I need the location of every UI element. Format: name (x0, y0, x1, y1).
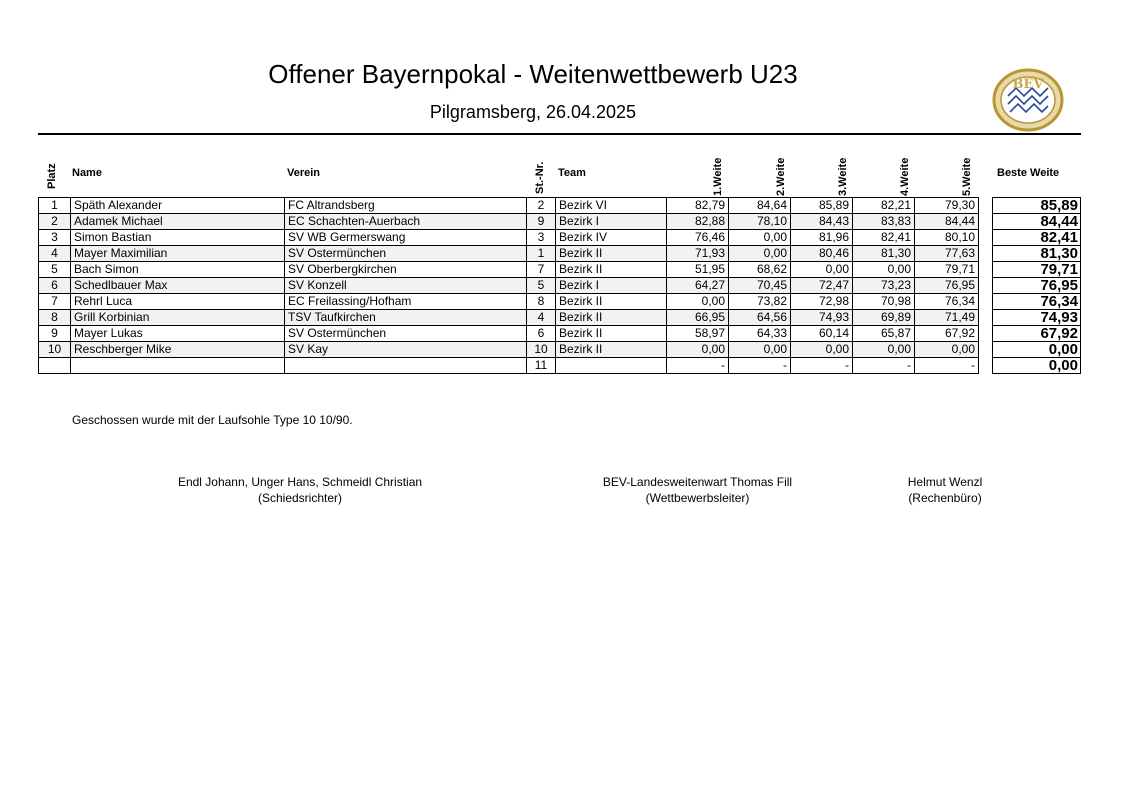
cell-beste-weite: 84,44 (993, 214, 1081, 230)
table-row (39, 294, 979, 310)
cell-weite-5: 71,49 (915, 310, 979, 326)
cell-weite-1: 82,88 (667, 214, 729, 230)
svg-text:BEV: BEV (1012, 77, 1044, 92)
cell-verein: SV Oberbergkirchen (285, 262, 527, 278)
cell-weite-5: 79,30 (915, 198, 979, 214)
cell-weite-1: 58,97 (667, 326, 729, 342)
cell-start-number: 6 (527, 326, 556, 342)
cell-weite-2: 73,82 (729, 294, 791, 310)
signature-name: Endl Johann, Unger Hans, Schmeidl Christian (177, 475, 423, 489)
col-weite-2: 2.Weite (775, 157, 787, 196)
cell-weite-4: 82,21 (853, 198, 915, 214)
cell-start-number: 11 (527, 358, 556, 374)
col-weite-3: 3.Weite (837, 157, 849, 196)
cell-verein (285, 358, 527, 374)
cell-team: Bezirk II (556, 310, 667, 326)
cell-weite-3: 84,43 (791, 214, 853, 230)
cell-verein: TSV Taufkirchen (285, 310, 527, 326)
signature-competition-lead (590, 474, 805, 506)
col-platz: Platz (46, 163, 58, 189)
table-row (39, 198, 979, 214)
cell-weite-4: 70,98 (853, 294, 915, 310)
col-weite-1: 1.Weite (712, 157, 724, 196)
best-row (993, 198, 1081, 214)
table-row (39, 326, 979, 342)
cell-weite-3: 74,93 (791, 310, 853, 326)
cell-platz: 4 (39, 246, 71, 262)
cell-platz (39, 358, 71, 374)
cell-verein: SV Konzell (285, 278, 527, 294)
table-row (39, 342, 979, 358)
cell-team (556, 358, 667, 374)
best-row (993, 214, 1081, 230)
cell-beste-weite: 85,89 (993, 198, 1081, 214)
cell-weite-3: 0,00 (791, 342, 853, 358)
cell-team: Bezirk I (556, 214, 667, 230)
cell-name: Schedlbauer Max (71, 278, 285, 294)
cell-weite-1: 0,00 (667, 342, 729, 358)
cell-weite-5: 0,00 (915, 342, 979, 358)
cell-weite-4: - (853, 358, 915, 374)
best-row (993, 230, 1081, 246)
cell-beste-weite: 76,95 (993, 278, 1081, 294)
cell-name: Späth Alexander (71, 198, 285, 214)
cell-weite-3: - (791, 358, 853, 374)
cell-weite-2: - (729, 358, 791, 374)
cell-start-number: 8 (527, 294, 556, 310)
table-row (39, 310, 979, 326)
table-row (39, 246, 979, 262)
cell-weite-4: 69,89 (853, 310, 915, 326)
cell-team: Bezirk VI (556, 198, 667, 214)
cell-verein: SV Kay (285, 342, 527, 358)
cell-beste-weite: 82,41 (993, 230, 1081, 246)
col-verein: Verein (287, 167, 321, 179)
cell-weite-2: 64,33 (729, 326, 791, 342)
best-row (993, 310, 1081, 326)
signature-computing-office (895, 474, 995, 506)
cell-weite-5: 77,63 (915, 246, 979, 262)
table-row (39, 278, 979, 294)
results-table (38, 197, 979, 374)
cell-name: Adamek Michael (71, 214, 285, 230)
cell-weite-4: 83,83 (853, 214, 915, 230)
cell-beste-weite: 79,71 (993, 262, 1081, 278)
cell-weite-3: 72,47 (791, 278, 853, 294)
cell-weite-1: - (667, 358, 729, 374)
cell-beste-weite: 0,00 (993, 358, 1081, 374)
table-row (39, 358, 979, 374)
cell-weite-2: 84,64 (729, 198, 791, 214)
cell-start-number: 10 (527, 342, 556, 358)
cell-weite-4: 0,00 (853, 262, 915, 278)
best-row (993, 358, 1081, 374)
cell-weite-3: 72,98 (791, 294, 853, 310)
cell-verein: SV Ostermünchen (285, 326, 527, 342)
cell-platz: 1 (39, 198, 71, 214)
cell-start-number: 4 (527, 310, 556, 326)
best-row (993, 278, 1081, 294)
cell-start-number: 2 (527, 198, 556, 214)
table-row (39, 262, 979, 278)
table-row (39, 214, 979, 230)
cell-weite-5: 80,10 (915, 230, 979, 246)
cell-weite-5: 76,95 (915, 278, 979, 294)
cell-team: Bezirk II (556, 294, 667, 310)
cell-verein: FC Altrandsberg (285, 198, 527, 214)
cell-weite-1: 66,95 (667, 310, 729, 326)
header-rule (38, 133, 1081, 135)
cell-weite-1: 71,93 (667, 246, 729, 262)
cell-platz: 7 (39, 294, 71, 310)
page-subtitle: Pilgramsberg, 26.04.2025 (429, 102, 637, 122)
cell-verein: SV Ostermünchen (285, 246, 527, 262)
cell-weite-2: 78,10 (729, 214, 791, 230)
cell-platz: 2 (39, 214, 71, 230)
col-name: Name (72, 167, 102, 179)
equipment-note: Geschossen wurde mit der Laufsohle Type 10 10/90. (72, 413, 353, 427)
best-row (993, 262, 1081, 278)
cell-team: Bezirk II (556, 246, 667, 262)
col-beste-weite: Beste Weite (997, 167, 1060, 179)
page-title: Offener Bayernpokal - Weitenwettbewerb U23 (268, 59, 798, 89)
cell-team: Bezirk IV (556, 230, 667, 246)
cell-name: Rehrl Luca (71, 294, 285, 310)
cell-platz: 3 (39, 230, 71, 246)
cell-weite-1: 0,00 (667, 294, 729, 310)
best-row (993, 342, 1081, 358)
cell-weite-2: 0,00 (729, 230, 791, 246)
cell-weite-2: 70,45 (729, 278, 791, 294)
cell-start-number: 3 (527, 230, 556, 246)
cell-platz: 5 (39, 262, 71, 278)
cell-weite-4: 65,87 (853, 326, 915, 342)
cell-weite-5: 76,34 (915, 294, 979, 310)
cell-start-number: 7 (527, 262, 556, 278)
cell-weite-4: 0,00 (853, 342, 915, 358)
signature-role: (Rechenbüro) (908, 491, 982, 505)
cell-weite-2: 0,00 (729, 342, 791, 358)
cell-verein: EC Freilassing/Hofham (285, 294, 527, 310)
cell-weite-5: - (915, 358, 979, 374)
cell-team: Bezirk II (556, 342, 667, 358)
cell-team: Bezirk I (556, 278, 667, 294)
cell-weite-2: 68,62 (729, 262, 791, 278)
cell-weite-3: 0,00 (791, 262, 853, 278)
cell-beste-weite: 0,00 (993, 342, 1081, 358)
best-row (993, 246, 1081, 262)
cell-weite-2: 64,56 (729, 310, 791, 326)
bev-logo-icon (990, 66, 1066, 132)
cell-weite-1: 82,79 (667, 198, 729, 214)
cell-weite-1: 76,46 (667, 230, 729, 246)
cell-weite-3: 81,96 (791, 230, 853, 246)
cell-name: Reschberger Mike (71, 342, 285, 358)
cell-weite-2: 0,00 (729, 246, 791, 262)
cell-weite-4: 81,30 (853, 246, 915, 262)
cell-team: Bezirk II (556, 326, 667, 342)
cell-weite-3: 85,89 (791, 198, 853, 214)
col-stnr: St.-Nr. (534, 161, 546, 194)
signature-name: BEV-Landesweitenwart Thomas Fill (602, 475, 793, 489)
col-team: Team (558, 167, 586, 179)
cell-start-number: 5 (527, 278, 556, 294)
cell-beste-weite: 67,92 (993, 326, 1081, 342)
cell-weite-4: 82,41 (853, 230, 915, 246)
cell-weite-3: 60,14 (791, 326, 853, 342)
cell-name: Mayer Maximilian (71, 246, 285, 262)
cell-verein: EC Schachten-Auerbach (285, 214, 527, 230)
cell-platz: 9 (39, 326, 71, 342)
cell-weite-3: 80,46 (791, 246, 853, 262)
cell-name (71, 358, 285, 374)
cell-name: Grill Korbinian (71, 310, 285, 326)
cell-platz: 6 (39, 278, 71, 294)
cell-weite-4: 73,23 (853, 278, 915, 294)
signature-referees (170, 474, 430, 506)
best-row (993, 326, 1081, 342)
col-weite-4: 4.Weite (899, 157, 911, 196)
cell-weite-5: 84,44 (915, 214, 979, 230)
cell-beste-weite: 81,30 (993, 246, 1081, 262)
signature-role: (Schiedsrichter) (257, 491, 343, 505)
cell-verein: SV WB Germerswang (285, 230, 527, 246)
cell-weite-1: 64,27 (667, 278, 729, 294)
cell-start-number: 1 (527, 246, 556, 262)
cell-name: Simon Bastian (71, 230, 285, 246)
cell-weite-5: 67,92 (915, 326, 979, 342)
cell-team: Bezirk II (556, 262, 667, 278)
col-weite-5: 5.Weite (961, 157, 973, 196)
signature-name: Helmut Wenzl (907, 475, 983, 489)
cell-platz: 10 (39, 342, 71, 358)
table-row (39, 230, 979, 246)
cell-beste-weite: 76,34 (993, 294, 1081, 310)
cell-weite-1: 51,95 (667, 262, 729, 278)
cell-platz: 8 (39, 310, 71, 326)
best-distance-table (992, 197, 1081, 374)
signature-role: (Wettbewerbsleiter) (645, 491, 750, 505)
cell-weite-5: 79,71 (915, 262, 979, 278)
best-row (993, 294, 1081, 310)
cell-name: Bach Simon (71, 262, 285, 278)
cell-name: Mayer Lukas (71, 326, 285, 342)
cell-beste-weite: 74,93 (993, 310, 1081, 326)
cell-start-number: 9 (527, 214, 556, 230)
